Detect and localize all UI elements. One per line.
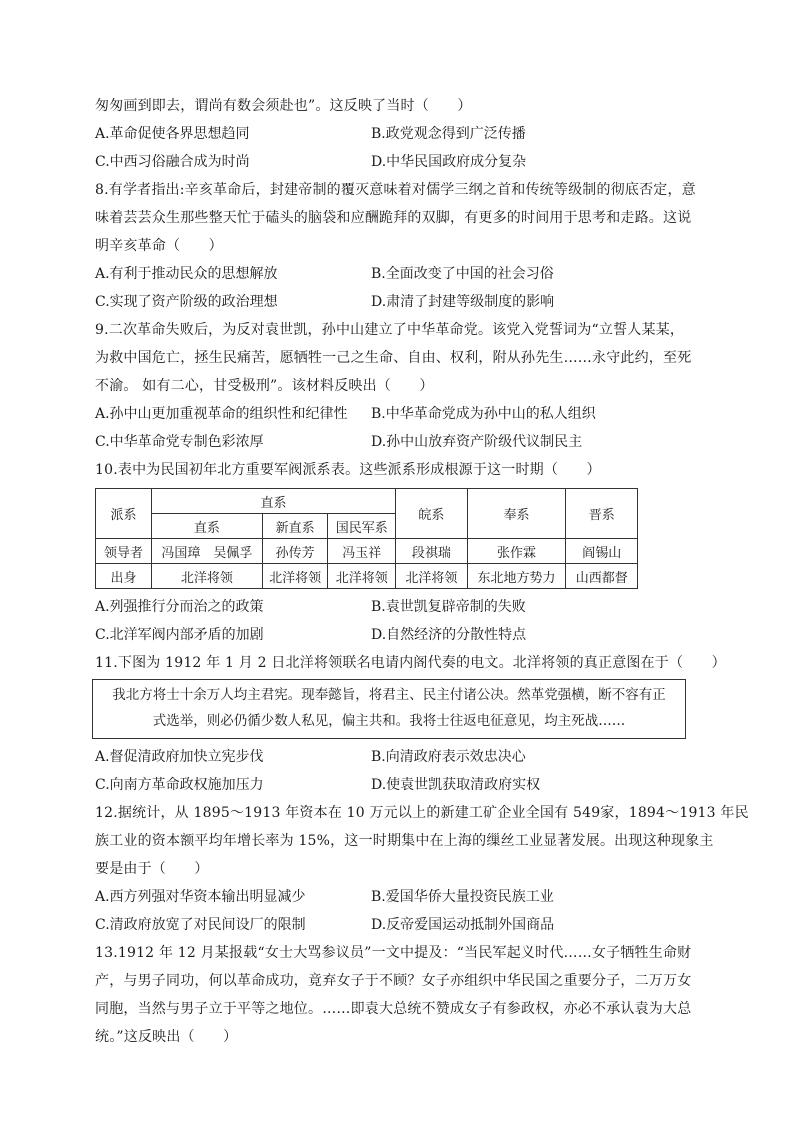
table-header-faction: 派系 <box>96 489 152 539</box>
q8-option-c[interactable]: C.实现了资产阶级的政治理想 <box>95 294 278 310</box>
table-subheader-new-zhi: 新直系 <box>262 514 328 539</box>
table-cell: 北洋将领 <box>328 564 396 589</box>
table-cell: 张作霖 <box>467 539 566 564</box>
q7-options-cd <box>95 148 695 176</box>
q12-stem-line-3: 要是由于（ ） <box>95 861 209 877</box>
q11-option-a[interactable]: A.督促清政府加快立宪步伐 <box>95 749 264 765</box>
q9-options-cd <box>95 428 695 456</box>
q11-stem: 11.下图为 1912 年 1 月 2 日北洋将领联名电请内阁代奏的电文。北洋将领的真正意图在于（ ） <box>95 655 726 671</box>
table-cell: 北洋将领 <box>396 564 468 589</box>
q10-option-c[interactable]: C.北洋军阀内部矛盾的加剧 <box>95 627 264 643</box>
q9-option-a[interactable]: A.孙中山更加重视革命的组织性和纪律性 <box>95 406 348 422</box>
table-header-zhi: 直系 <box>151 489 395 514</box>
q7-options-ab <box>95 120 695 148</box>
q10-options-ab <box>95 593 695 621</box>
q12-option-c[interactable]: C.清政府放宽了对民间设厂的限制 <box>95 917 306 933</box>
q12-option-a[interactable]: A.西方列强对华资本输出明显减少 <box>95 889 306 905</box>
table-header-jin: 晋系 <box>566 489 638 539</box>
table-subheader-zhi: 直系 <box>151 514 262 539</box>
q9-stem-line-3: 不渝。 如有二心，甘受极刑”。该材料反映出（ ） <box>95 378 434 394</box>
table-cell: 孙传芳 <box>262 539 328 564</box>
table-cell: 山西都督 <box>566 564 638 589</box>
table-subheader-guominjun: 国民军系 <box>328 514 396 539</box>
exam-page <box>95 92 749 1051</box>
table-cell: 段祺瑞 <box>396 539 468 564</box>
q7-option-b[interactable]: B.政党观念得到广泛传播 <box>371 126 526 142</box>
q9-option-c[interactable]: C.中华革命党专制色彩浓厚 <box>95 434 264 450</box>
q8-options-ab <box>95 260 695 288</box>
q12-stem-line-1: 12.据统计，从 1895～1913 年资本在 10 万元以上的新建工矿企业全国有 549家，1894～1913 年民 <box>95 805 749 821</box>
q8-stem-line-1: 8.有学者指出:辛亥革命后，封建帝制的覆灭意味着对儒学三纲之首和传统等级制的彻底否定，意 <box>95 182 696 198</box>
q10-options-cd <box>95 621 695 649</box>
q11-option-d[interactable]: D.使袁世凯获取清政府实权 <box>371 777 541 793</box>
table-cell: 出身 <box>96 564 152 589</box>
q10-option-b[interactable]: B.袁世凯复辟帝制的失败 <box>371 599 526 615</box>
q11-options-ab <box>95 743 695 771</box>
quote-line-1: 我北方将士十余万人均主君宪。现奉懿旨，将君主、民主付诸公决。然革党强横，断不容有正 <box>112 687 666 703</box>
table-row <box>96 564 638 589</box>
q13-stem-line-4: 统。”这反映出（ ） <box>95 1029 238 1045</box>
q11-option-c[interactable]: C.向南方革命政权施加压力 <box>95 777 264 793</box>
q8-option-a[interactable]: A.有利于推动民众的思想解放 <box>95 266 278 282</box>
q7-option-c[interactable]: C.中西习俗融合成为时尚 <box>95 154 250 170</box>
q13-stem-line-1: 13.1912 年 12 月某报载“女士大骂参议员”一文中提及：“当民军起义时代……女子牺牲生命财 <box>95 945 692 961</box>
q10-option-d[interactable]: D.自然经济的分散性特点 <box>371 627 527 643</box>
quote-line-2: 式选举，则必仍循少数人私见，偏主共和。我将士往返电征意见，均主死战…… <box>152 713 626 729</box>
table-cell: 冯玉祥 <box>328 539 396 564</box>
table-row <box>96 539 638 564</box>
q11-options-cd <box>95 771 695 799</box>
q12-options-cd <box>95 911 695 939</box>
table-cell: 北洋将领 <box>151 564 262 589</box>
q8-options-cd <box>95 288 695 316</box>
q7-stem: 匆匆画到即去，谓尚有数会须赴也”。这反映了当时（ ） <box>95 98 472 114</box>
table-cell: 北洋将领 <box>262 564 328 589</box>
warlord-faction-table <box>95 488 638 589</box>
q8-stem-line-3: 明辛亥革命（ ） <box>95 238 223 254</box>
q12-option-b[interactable]: B.爱国华侨大量投资民族工业 <box>371 889 554 905</box>
q13-stem-line-3: 同胞，当然与男子立于平等之地位。……即袁大总统不赞成女子有参政权，亦必不承认袁为大总 <box>95 1001 692 1017</box>
q8-stem-line-2: 味着芸芸众生那些整天忙于磕头的脑袋和应酬跪拜的双脚，有更多的时间用于思考和走路。这说 <box>95 210 692 226</box>
q10-stem: 10.表中为民国初年北方重要军阀派系表。这些派系形成根源于这一时期（ ） <box>95 462 601 478</box>
q9-stem-line-2: 为救中国危亡，拯生民痛苦，愿牺牲一己之生命、自由、权利，附从孙先生……永守此约，至死 <box>95 350 692 366</box>
table-cell: 阎锡山 <box>566 539 638 564</box>
q8-option-b[interactable]: B.全面改变了中国的社会习俗 <box>371 266 554 282</box>
table-header-feng: 奉系 <box>467 489 566 539</box>
q12-stem-line-2: 族工业的资本额平均年增长率为 15%，这一时期集中在上海的缫丝工业显著发展。出现这种现象主 <box>95 833 714 849</box>
q9-option-b[interactable]: B.中华革命党成为孙中山的私人组织 <box>371 406 596 422</box>
q12-option-d[interactable]: D.反帝爱国运动抵制外国商品 <box>371 917 555 933</box>
q10-option-a[interactable]: A.列强推行分而治之的政策 <box>95 599 264 615</box>
q11-option-b[interactable]: B.向清政府表示效忠决心 <box>371 749 526 765</box>
q8-option-d[interactable]: D.肃清了封建等级制度的影响 <box>371 294 555 310</box>
telegram-quote-box <box>92 679 686 739</box>
q13-stem-line-2: 产，与男子同功，何以革命成功，竟弃女子于不顾？女子亦组织中华民国之重要分子，二万万女 <box>95 973 692 989</box>
table-cell: 东北地方势力 <box>467 564 566 589</box>
q12-options-ab <box>95 883 695 911</box>
q9-options-ab <box>95 400 695 428</box>
q7-option-a[interactable]: A.革命促使各界思想趋同 <box>95 126 250 142</box>
q9-stem-line-1: 9.二次革命失败后，为反对袁世凯，孙中山建立了中华革命党。该党入党誓词为“立誓人某某， <box>95 322 685 338</box>
q7-option-d[interactable]: D.中华民国政府成分复杂 <box>371 154 527 170</box>
q9-option-d[interactable]: D.孙中山放弃资产阶级代议制民主 <box>371 434 583 450</box>
table-cell: 冯国璋 吴佩孚 <box>151 539 262 564</box>
table-cell: 领导者 <box>96 539 152 564</box>
table-header-wan: 皖系 <box>396 489 468 539</box>
